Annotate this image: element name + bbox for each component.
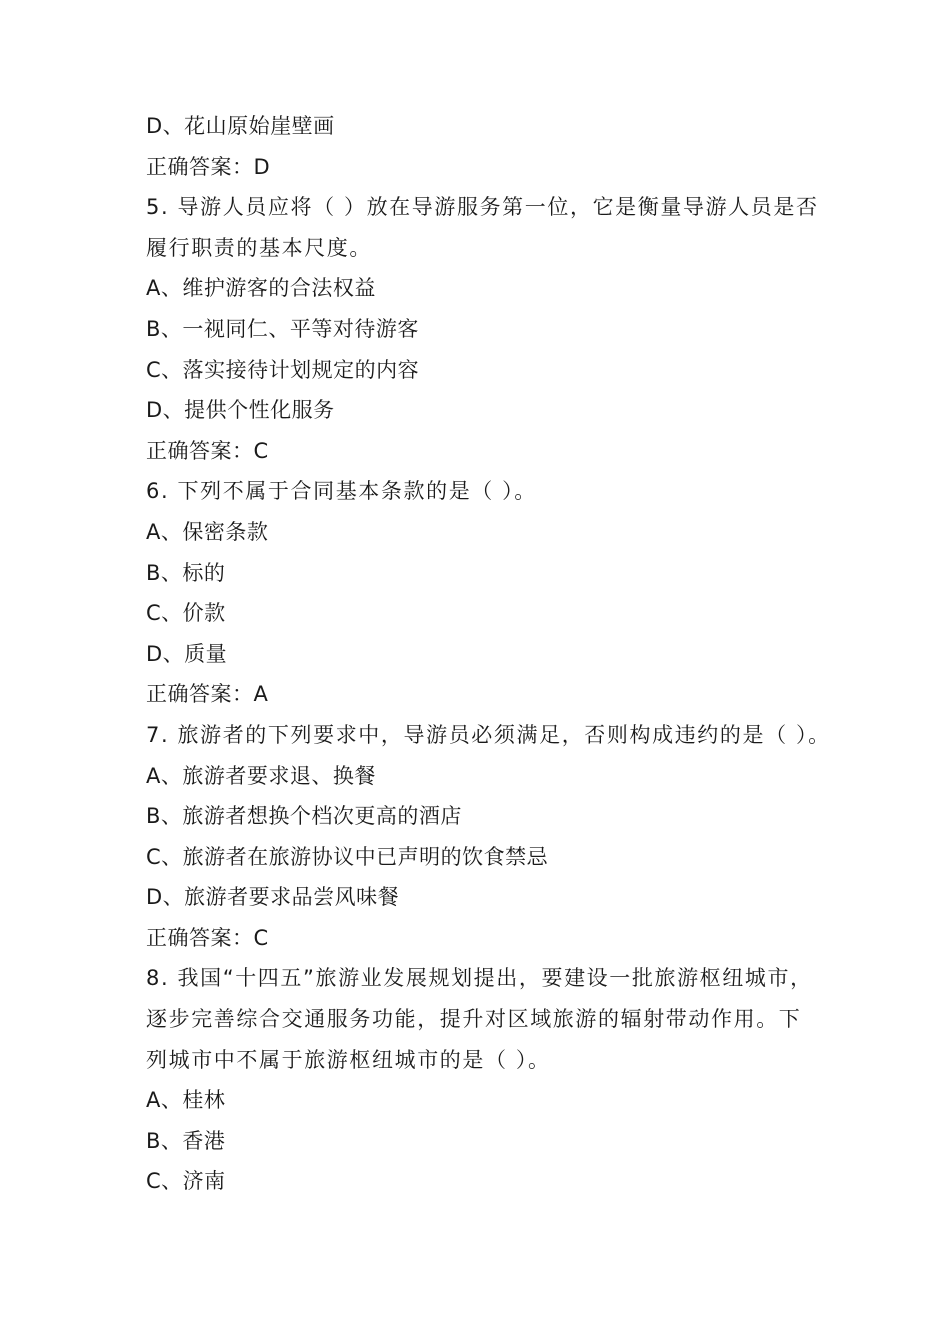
option-text: A、维护游客的合法权益 (146, 276, 376, 301)
question-text: 履行职责的基本尺度。 (146, 235, 372, 260)
option-text: D、花山原始崖壁画 (146, 114, 335, 138)
question-text: 7. 旅游者的下列要求中，导游员必须满足，否则构成违约的是（ ）。 (146, 722, 831, 747)
question-text: 6. 下列不属于合同基本条款的是（ ）。 (146, 479, 537, 504)
correct-answer: 正确答案：C (146, 925, 269, 950)
option-text: D、质量 (146, 641, 228, 666)
document-body (146, 106, 846, 1202)
question-text: 8. 我国“十四五”旅游业发展规划提出，要建设一批旅游枢纽城市， (146, 966, 813, 991)
option-text: B、香港 (146, 1128, 226, 1153)
option-text: D、旅游者要求品尝风味餐 (146, 885, 400, 910)
correct-answer: 正确答案：A (146, 682, 269, 707)
option-text: C、旅游者在旅游协议中已声明的饮食禁忌 (146, 844, 549, 869)
option-text: A、旅游者要求退、换餐 (146, 763, 376, 788)
option-text: C、价款 (146, 601, 226, 626)
option-text: A、桂林 (146, 1088, 226, 1113)
option-text: B、标的 (146, 560, 226, 585)
correct-answer: 正确答案：D (146, 154, 271, 179)
option-text: B、旅游者想换个档次更高的酒店 (146, 804, 462, 829)
option-text: C、济南 (146, 1169, 226, 1194)
option-text: B、一视同仁、平等对待游客 (146, 316, 419, 341)
question-text: 逐步完善综合交通服务功能，提升对区域旅游的辐射带动作用。下 (146, 1007, 802, 1032)
option-text: A、保密条款 (146, 519, 269, 544)
question-text: 列城市中不属于旅游枢纽城市的是（ ）。 (146, 1047, 551, 1072)
option-text: D、提供个性化服务 (146, 398, 335, 423)
question-text: 5. 导游人员应将（ ）放在导游服务第一位，它是衡量导游人员是否 (146, 195, 819, 220)
option-text: C、落实接待计划规定的内容 (146, 357, 420, 382)
correct-answer: 正确答案：C (146, 438, 269, 463)
